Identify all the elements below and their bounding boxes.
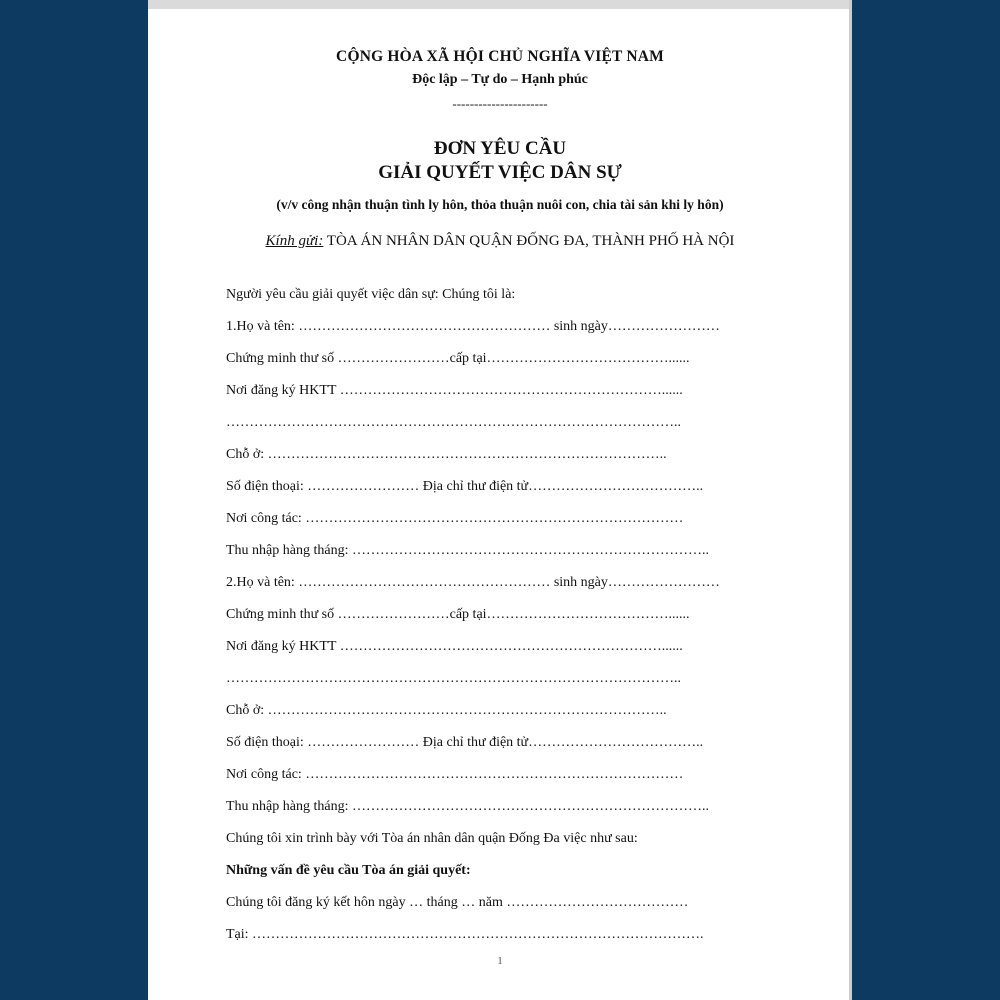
person2-name-line: 2.Họ và tên: ……………………………………………… sinh ngày……………………: [226, 575, 720, 590]
person1-residence-line: Nơi đăng ký HKTT ……………………………………………………………......: [226, 383, 683, 398]
document-title-line2: GIẢI QUYẾT VIỆC DÂN SỰ: [378, 162, 622, 183]
page-number: 1: [497, 955, 503, 967]
marriage-date-line: Chúng tôi đăng ký kết hôn ngày … tháng … năm …………………………………: [226, 895, 689, 910]
person1-workplace-line: Nơi công tác: ………………………………………………………………………: [226, 511, 684, 526]
person2-contact-line: Số điện thoại: …………………… Địa chỉ thư điện tử………………………………..: [226, 735, 704, 750]
national-title: CỘNG HÒA XÃ HỘI CHỦ NGHĨA VIỆT NAM: [336, 48, 664, 65]
person1-residence-cont-line: ……………………………………………………………………………………..: [226, 415, 681, 430]
person2-residence-cont-line: ……………………………………………………………………………………..: [226, 671, 681, 686]
document-title: ĐƠN YÊU CẦU: [433, 138, 567, 159]
person2-income-line: Thu nhập hàng tháng: …………………………………………………………………..: [226, 799, 709, 814]
person2-residence-line: Nơi đăng ký HKTT ……………………………………………………………......: [226, 639, 683, 654]
recipient-line: [148, 233, 852, 250]
document-subtitle: (v/v công nhận thuận tình ly hôn, thỏa thuận nuôi con, chia tài sản khi ly hôn): [276, 197, 724, 212]
marriage-place-line: Tại: …………………………………………………………………………………….: [226, 927, 704, 942]
person2-workplace-line: Nơi công tác: ………………………………………………………………………: [226, 767, 684, 782]
document-page: [148, 0, 852, 1000]
page-top-edge: [148, 0, 852, 9]
person2-id-line: Chứng minh thư số ……………………cấp tại…………………………………......: [226, 607, 690, 622]
intro-line: Người yêu cầu giải quyết việc dân sự: Chúng tôi là:: [226, 287, 516, 302]
person1-id-line: Chứng minh thư số ……………………cấp tại…………………………………......: [226, 351, 690, 366]
person2-address-line: Chỗ ở: …………………………………………………………………………..: [226, 703, 667, 718]
person1-contact-line: Số điện thoại: …………………… Địa chỉ thư điện tử………………………………..: [226, 479, 704, 494]
recipient-label: Kính gửi:: [265, 233, 324, 249]
person1-address-line: Chỗ ở: …………………………………………………………………………..: [226, 447, 667, 462]
recipient-value: TÒA ÁN NHÂN DÂN QUẬN ĐỐNG ĐA, THÀNH PHỐ HÀ NỘI: [323, 233, 735, 249]
person1-name-line: 1.Họ và tên: ……………………………………………… sinh ngày……………………: [226, 319, 720, 334]
header-rule: ----------------------: [452, 96, 548, 111]
statement-line: Chúng tôi xin trình bày với Tòa án nhân dân quận Đống Đa việc như sau:: [226, 831, 638, 846]
issues-heading: Những vấn đề yêu cầu Tòa án giải quyết:: [226, 863, 471, 878]
person1-income-line: Thu nhập hàng tháng: …………………………………………………………………..: [226, 543, 709, 558]
national-motto: Độc lập – Tự do – Hạnh phúc: [412, 72, 588, 87]
